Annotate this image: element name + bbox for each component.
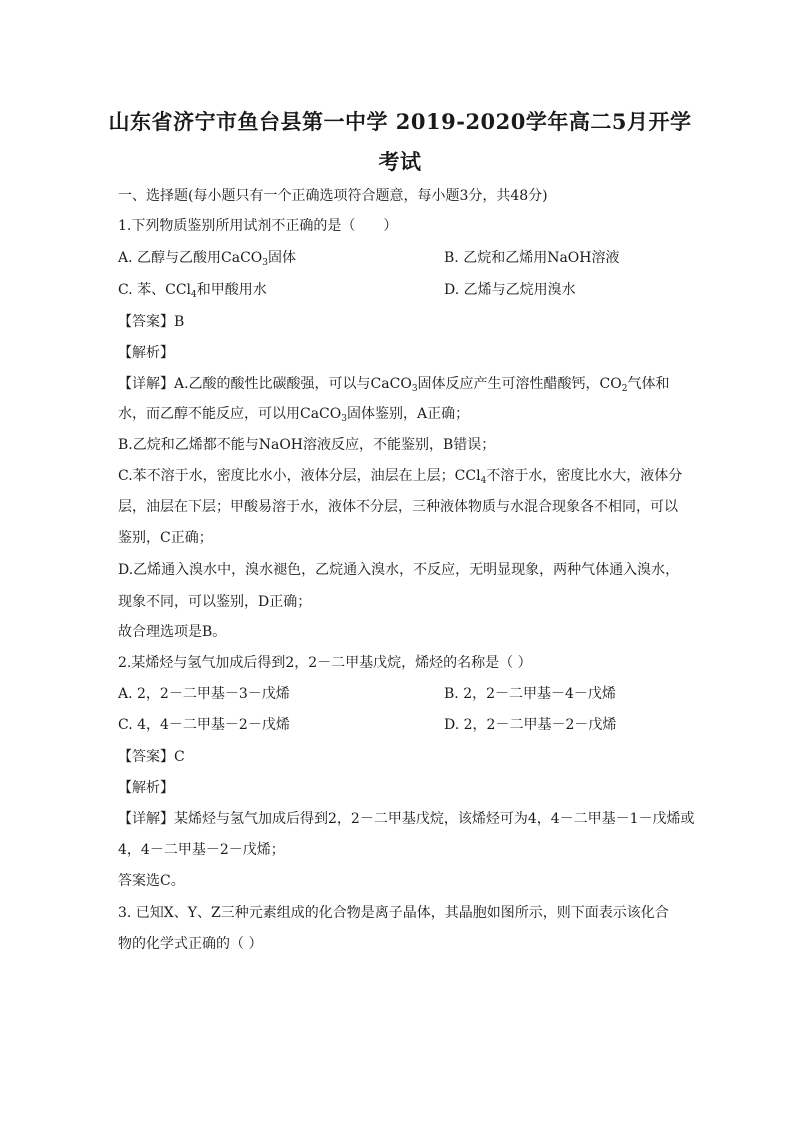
q1-answer: 【答案】B <box>118 314 185 330</box>
q2-option-c: C. 4，4－二甲基－2－戊烯 <box>118 717 290 733</box>
q2-explanation-1: 【详解】某烯烃与氢气加成后得到2，2－二甲基戊烷，该烯烃可为4，4－二甲基－1－戊烯或 <box>118 811 695 827</box>
q1-stem: 1.下列物质鉴别所用试剂不正确的是（ ） <box>118 218 398 234</box>
q1-conclusion: 故合理选项是B。 <box>118 624 227 640</box>
doc-title-line1: 山东省济宁市鱼台县第一中学 2019-2020学年高二5月开学 <box>108 109 692 134</box>
q1-option-d: D. 乙烯与乙烷用溴水 <box>444 282 576 298</box>
q1-explanation-6: 鉴别，C正确； <box>118 530 213 546</box>
q2-option-d: D. 2，2－二甲基－2－戊烯 <box>444 717 617 733</box>
q3-stem-line2: 物的化学式正确的（ ） <box>118 936 263 952</box>
q1-explanation-4: C.苯不溶于水，密度比水小，液体分层，油层在上层；CCl$_4$不溶于水，密度比水大，液体分 <box>118 468 683 486</box>
q1-explanation-1: 【详解】A.乙酸的酸性比碳酸强，可以与CaCO$_3$固体反应产生可溶性醋酸钙，$CO_2$气体和 <box>118 376 670 394</box>
q1-explanation-5: 层，油层在下层；甲酸易溶于水，液体不分层，三种液体物质与水混合现象各不相同，可以 <box>118 499 678 515</box>
q3-stem-line1: 3. 已知X、Y、Z三种元素组成的化合物是离子晶体，其晶胞如图所示，则下面表示该化合 <box>118 905 669 921</box>
q1-option-b: B. 乙烷和乙烯用NaOH溶液 <box>444 250 620 266</box>
q2-stem: 2.某烯烃与氢气加成后得到2，2－二甲基戊烷，烯烃的名称是（ ） <box>118 655 532 671</box>
q2-conclusion: 答案选C。 <box>118 873 185 889</box>
q1-option-a: A. 乙醇与乙酸用CaCO$_3$固体 <box>118 250 296 268</box>
q1-explanation-7: D.乙烯通入溴水中，溴水褪色，乙烷通入溴水，不反应，无明显现象，两种气体通入溴水， <box>118 562 680 578</box>
q1-option-c: C. 苯、CCl$_4$和甲酸用水 <box>118 282 267 300</box>
q1-explanation-3: B.乙烷和乙烯都不能与NaOH溶液反应，不能鉴别，B错误； <box>118 437 496 453</box>
section-heading: 一、选择题(每小题只有一个正确选项符合题意，每小题3分，共48分) <box>118 188 548 204</box>
q2-option-a: A. 2，2－二甲基－3－戊烯 <box>118 686 290 702</box>
q2-explanation-2: 4，4－二甲基－2－戊烯； <box>118 842 285 858</box>
q1-analysis-label: 【解析】 <box>118 345 174 361</box>
q2-analysis-label: 【解析】 <box>118 780 174 796</box>
q1-explanation-2: 水，而乙醇不能反应，可以用CaCO$_3$固体鉴别，A正确； <box>118 406 470 424</box>
q2-option-b: B. 2，2－二甲基－4－戊烯 <box>444 686 616 702</box>
q1-explanation-8: 现象不同，可以鉴别，D正确； <box>118 594 312 610</box>
q2-answer: 【答案】C <box>118 749 185 765</box>
doc-title-line2: 考试 <box>378 149 422 174</box>
